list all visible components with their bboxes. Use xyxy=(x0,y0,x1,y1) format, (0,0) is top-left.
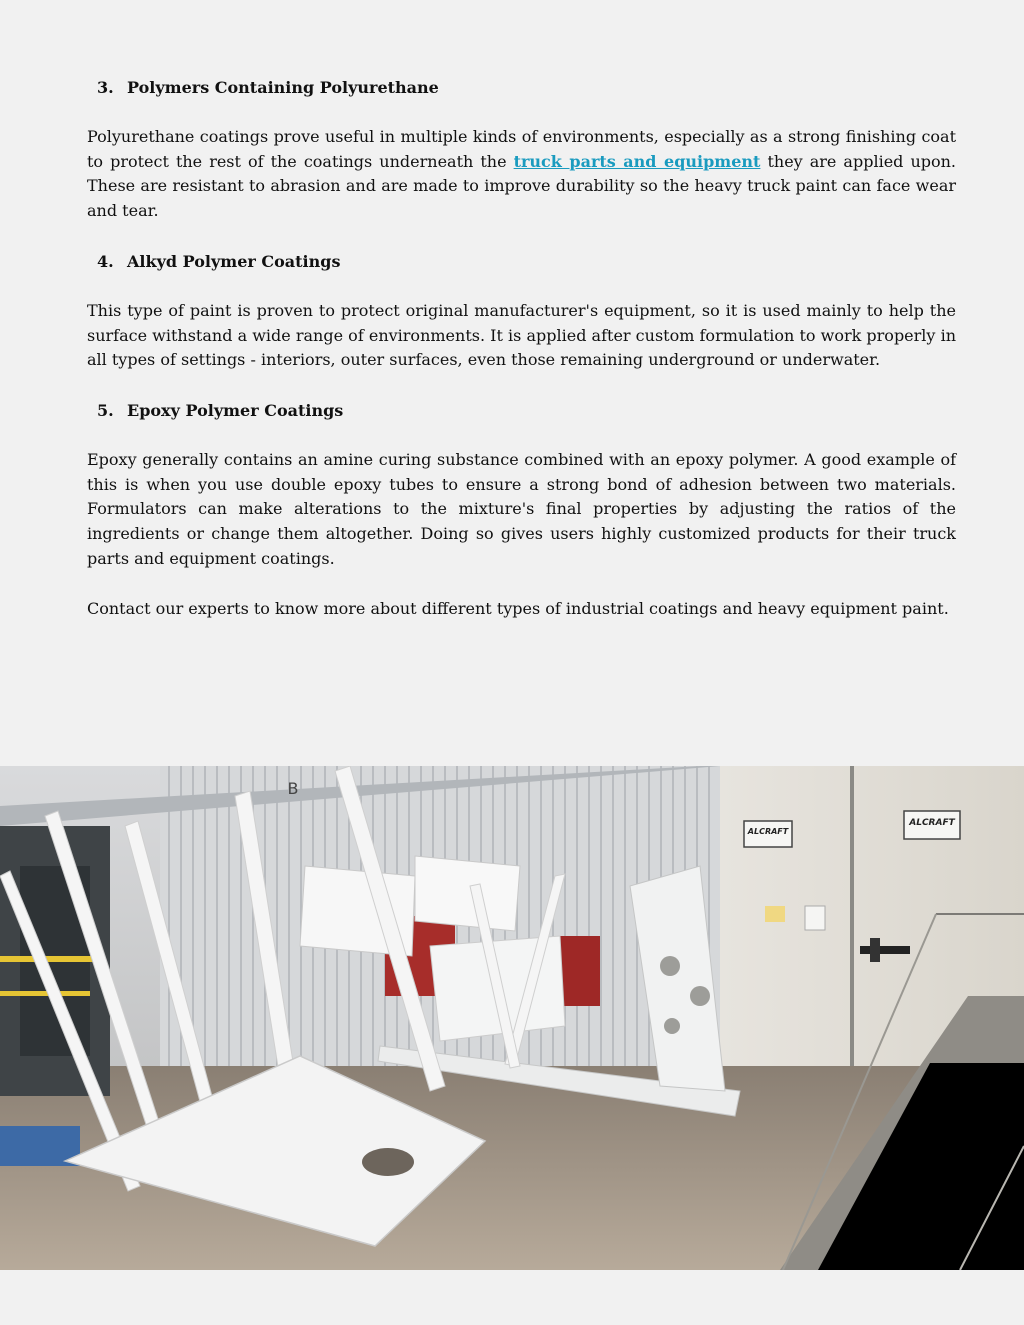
alcraft-sign-right xyxy=(904,811,960,839)
section-number: 5. xyxy=(97,401,114,420)
paragraph-text: they are applied upon. These are resistant to abrasion and are made to improve durability so the heavy truck paint can face wear and tear. xyxy=(87,151,957,221)
column-marker: B xyxy=(287,779,299,798)
section-paragraph-alkyd: This type of paint is proven to protect original manufacturer's equipment, so it is used mainly to help the surface withstand a wide range of environments. It is applied after custom formulation to work properly in all types of settings - interiors, outer surfaces, even those remaining underground or underwater. xyxy=(87,301,956,370)
section-title: Polymers Containing Polyurethane xyxy=(127,78,439,97)
alcraft-sign-left xyxy=(744,821,792,847)
section-number: 4. xyxy=(97,252,114,271)
truck-parts-link[interactable]: truck parts and equipment xyxy=(513,151,761,171)
white-panel xyxy=(415,856,520,931)
photo-illustration xyxy=(0,766,1024,1270)
section-paragraph-polyurethane xyxy=(87,125,956,224)
sign-text: ALCRAFT xyxy=(747,827,789,836)
sign-text: ALCRAFT xyxy=(909,818,955,828)
closing-paragraph: Contact our experts to know more about different types of industrial coatings and heavy equipment paint. xyxy=(87,599,949,618)
section-title: Epoxy Polymer Coatings xyxy=(127,401,344,420)
paint-shop-photo xyxy=(0,766,1024,1270)
section-heading-epoxy xyxy=(97,401,343,421)
section-heading-polyurethane xyxy=(97,78,439,98)
plate-hole xyxy=(362,1148,414,1176)
section-heading-alkyd xyxy=(97,252,340,272)
section-number: 3. xyxy=(97,78,114,97)
section-title: Alkyd Polymer Coatings xyxy=(127,252,341,271)
section-paragraph-epoxy: Epoxy generally contains an amine curing substance combined with an epoxy polymer. A good example of this is when you use double epoxy tubes to ensure a strong bond of adhesion between two materials. Formulators can make alterations to the mixture's final properties by adjusting the ratios of the ingredients or change them altogether. Doing so gives users highly customized products for their truck parts and equipment coatings. xyxy=(87,450,956,568)
paragraph-text: Polyurethane coatings prove useful in multiple kinds of environments, especially as a strong finishing coat to protect the rest of the coatings underneath the xyxy=(87,127,956,171)
door-latch xyxy=(860,946,910,954)
